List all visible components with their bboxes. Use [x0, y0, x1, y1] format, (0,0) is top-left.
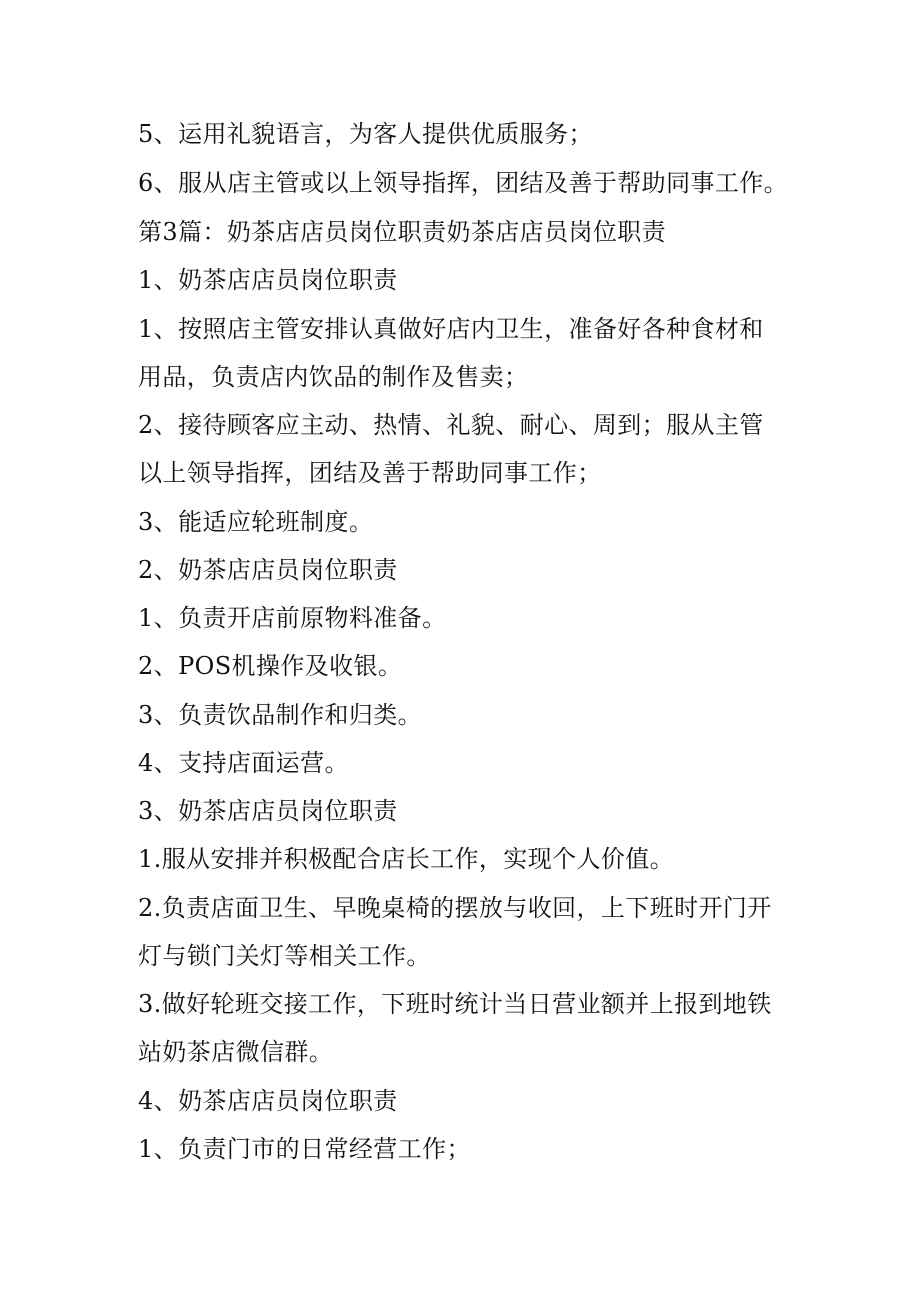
list-item-2-2: 2、POS机操作及收银。	[138, 652, 403, 680]
subsection-heading-4: 4、奶茶店店员岗位职责	[138, 1087, 398, 1115]
list-item-2-3: 3、负责饮品制作和归类。	[138, 701, 423, 729]
list-item-1-1-cont: 用品，负责店内饮品的制作及售卖；	[138, 363, 529, 391]
list-item-3-2-cont: 灯与锁门关灯等相关工作。	[138, 942, 431, 970]
list-item-3-1: 1.服从安排并积极配合店长工作，实现个人价值。	[138, 845, 675, 873]
subsection-heading-3: 3、奶茶店店员岗位职责	[138, 797, 398, 825]
section-heading-part-3: 第3篇：奶茶店店员岗位职责奶茶店店员岗位职责	[138, 218, 667, 246]
list-item-2-4: 4、支持店面运营。	[138, 749, 349, 777]
duty-line-serve-guests: 5、运用礼貌语言，为客人提供优质服务；	[138, 120, 593, 148]
list-item-1-2: 2、接待顾客应主动、热情、礼貌、耐心、周到；服从主管	[138, 411, 764, 439]
list-item-3-2: 2.负责店面卫生、早晚桌椅的摆放与收回，上下班时开门开	[138, 894, 772, 922]
list-item-3-3-cont: 站奶茶店微信群。	[138, 1038, 334, 1066]
list-item-2-1: 1、负责开店前原物料准备。	[138, 604, 447, 632]
list-item-1-2-cont: 以上领导指挥，团结及善于帮助同事工作；	[138, 459, 602, 487]
list-item-1-3: 3、能适应轮班制度。	[138, 508, 374, 536]
list-item-4-1: 1、负责门市的日常经营工作；	[138, 1135, 471, 1163]
list-item-1-1: 1、按照店主管安排认真做好店内卫生，准备好各种食材和	[138, 315, 764, 343]
duty-line-obey-supervisor: 6、服从店主管或以上领导指挥，团结及善于帮助同事工作。	[138, 169, 789, 197]
subsection-heading-2: 2、奶茶店店员岗位职责	[138, 556, 398, 584]
subsection-heading-1: 1、奶茶店店员岗位职责	[138, 266, 398, 294]
list-item-3-3: 3.做好轮班交接工作，下班时统计当日营业额并上报到地铁	[138, 990, 772, 1018]
